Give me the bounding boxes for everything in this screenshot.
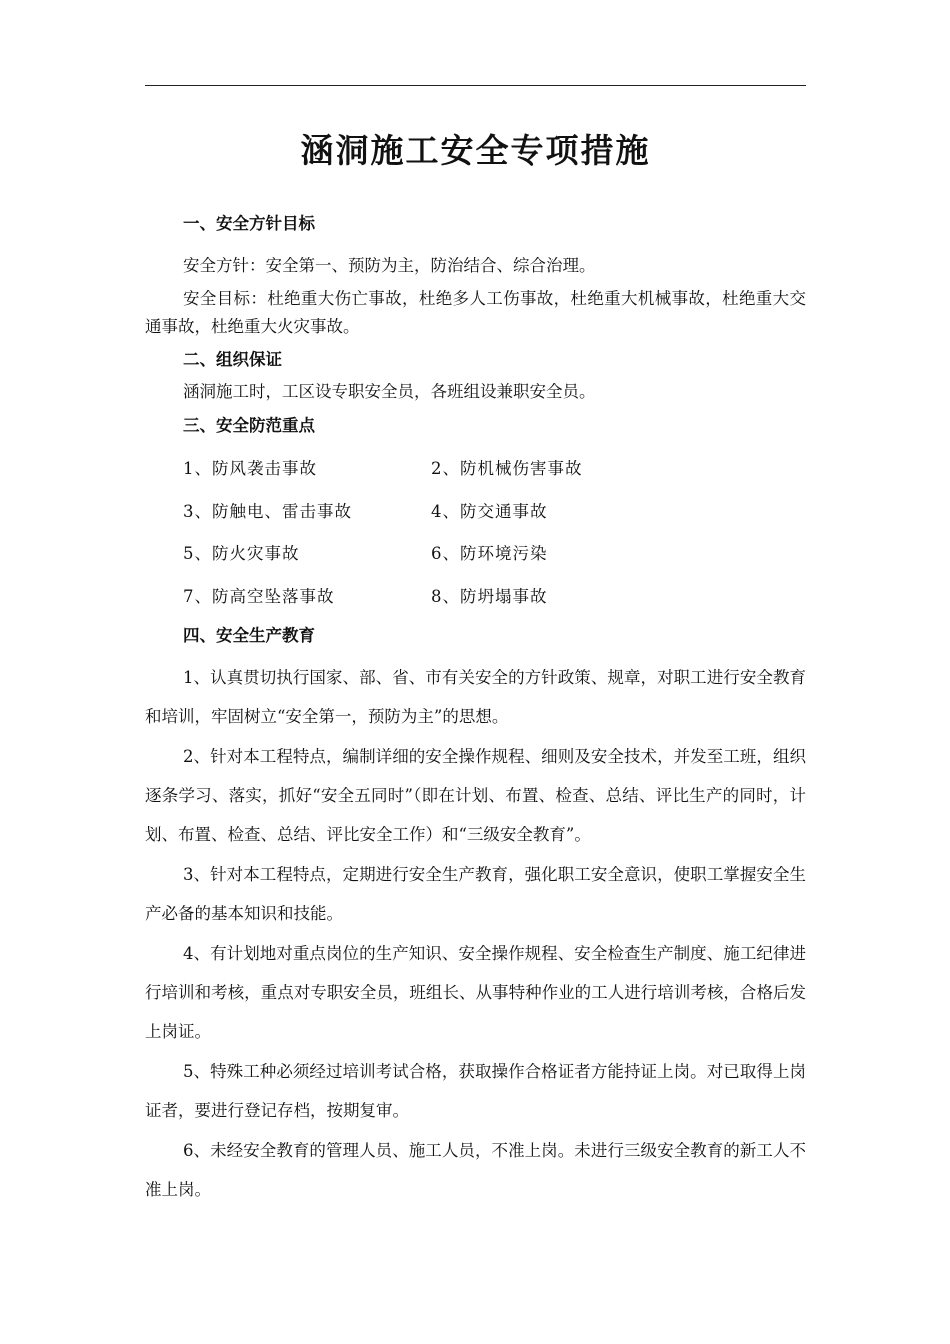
hazard-item: 2、防机械伤害事故 bbox=[431, 459, 583, 479]
hazard-item: 8、防坍塌事故 bbox=[431, 586, 548, 606]
hazard-item: 6、防环境污染 bbox=[431, 544, 548, 564]
section-heading-4: 四、安全生产教育 bbox=[183, 626, 315, 645]
education-paragraph: 5、特殊工种必须经过培训考试合格，获取操作合格证者方能持证上岗。对已取得上岗证者，要进行登记存档，按期复审。 bbox=[145, 1062, 806, 1120]
hazard-row bbox=[183, 446, 806, 489]
education-paragraph: 4、有计划地对重点岗位的生产知识、安全操作规程、安全检查生产制度、施工纪律进行培训和考核，重点对专职安全员，班组长、从事特种作业的工人进行培训考核，合格后发上岗证。 bbox=[145, 944, 806, 1041]
document-body bbox=[145, 208, 806, 1210]
education-paragraph: 6、未经安全教育的管理人员、施工人员，不准上岗。未进行三级安全教育的新工人不准上岗。 bbox=[145, 1141, 806, 1199]
education-section bbox=[145, 618, 806, 1209]
section-heading-2: 二、组织保证 bbox=[183, 350, 282, 369]
hazard-item: 7、防高空坠落事故 bbox=[183, 586, 335, 606]
document-title: 涵洞施工安全专项措施 bbox=[300, 131, 651, 170]
hazard-item: 3、防触电、雷击事故 bbox=[183, 501, 352, 521]
section-heading-1: 一、安全方针目标 bbox=[183, 214, 315, 233]
hazard-row bbox=[183, 574, 806, 617]
education-paragraph: 3、针对本工程特点，定期进行安全生产教育，强化职工安全意识，使职工掌握安全生产必备的基本知识和技能。 bbox=[145, 865, 806, 923]
hazard-item: 4、防交通事故 bbox=[431, 501, 548, 521]
hazard-item: 1、防风袭击事故 bbox=[183, 459, 317, 479]
education-paragraph: 2、针对本工程特点，编制详细的安全操作规程、细则及安全技术，并发至工班，组织逐条学习、落实，抓好“安全五同时”（即在计划、布置、检查、总结、评比生产的同时，计划、布置、检查、总结、评比安全工作）和“三级安全教育”。 bbox=[145, 747, 806, 844]
hazard-list bbox=[145, 446, 806, 616]
hazard-item: 5、防火灾事故 bbox=[183, 544, 300, 564]
safety-goal-paragraph: 安全目标：杜绝重大伤亡事故，杜绝多人工伤事故，杜绝重大机械事故，杜绝重大交通事故，杜绝重大火灾事故。 bbox=[145, 289, 806, 336]
hazard-row bbox=[183, 531, 806, 574]
education-paragraph: 1、认真贯切执行国家、部、省、市有关安全的方针政策、规章，对职工进行安全教育和培训，牢固树立“安全第一，预防为主”的思想。 bbox=[145, 668, 806, 726]
organization-paragraph: 涵洞施工时，工区设专职安全员，各班组设兼职安全员。 bbox=[183, 382, 596, 401]
section-heading-3: 三、安全防范重点 bbox=[183, 416, 315, 435]
hazard-row bbox=[183, 489, 806, 532]
header-rule bbox=[145, 85, 806, 86]
safety-policy-paragraph: 安全方针：安全第一、预防为主，防治结合、综合治理。 bbox=[183, 256, 596, 275]
